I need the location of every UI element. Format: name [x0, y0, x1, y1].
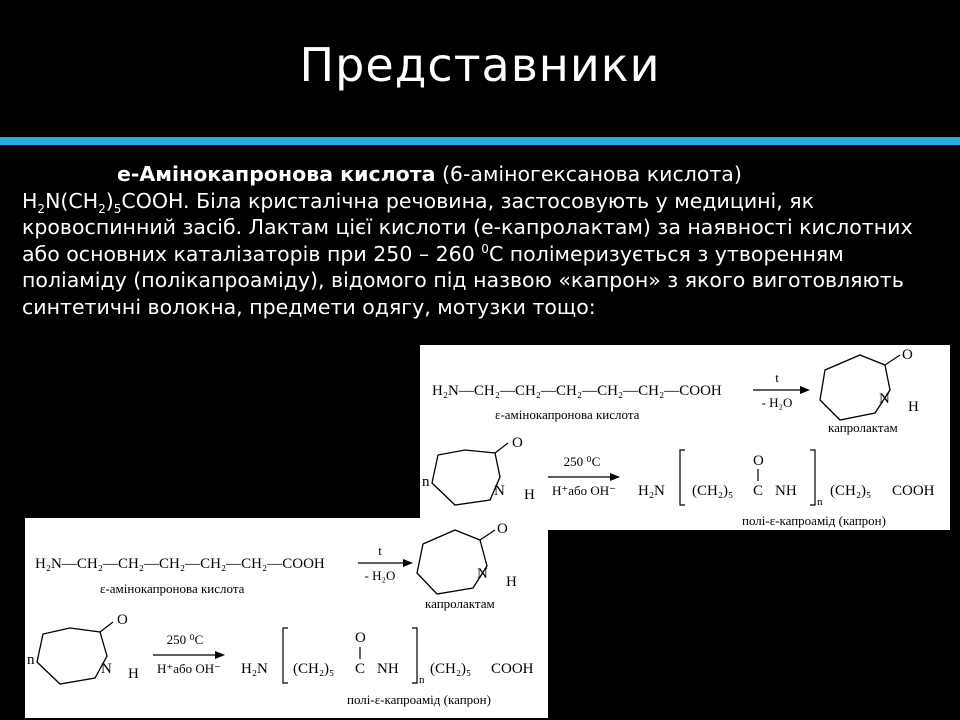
- polymer-name: полі-ε-капроамід (капрон): [347, 692, 491, 707]
- polymer-h2n: H₂N: [241, 661, 268, 677]
- polymer-carbon: C: [355, 661, 366, 677]
- arrow2-condition-top: 250 ⁰C: [166, 632, 204, 647]
- lactam-hydrogen: H: [908, 399, 919, 415]
- reaction-scheme-image-1: [420, 345, 950, 530]
- lactam-hydrogen-2: H: [128, 666, 139, 682]
- polymer-oxygen: O: [753, 453, 764, 469]
- arrow2-condition-top: 250 ⁰C: [563, 454, 601, 469]
- compound-name: е-Амінокапронова кислота: [117, 162, 436, 186]
- degree-superscript: 0: [481, 241, 489, 256]
- polymer-name: полі-ε-капроамід (капрон): [742, 513, 886, 528]
- left-bracket: [680, 450, 685, 505]
- polymer-nh: NH: [775, 483, 797, 499]
- lactam-name: капролактам: [828, 420, 898, 435]
- slide-title: Представники: [299, 38, 661, 92]
- lactam-ring-2: [432, 450, 500, 505]
- arrow-condition-top: t: [378, 543, 382, 558]
- lactam-nitrogen: N: [477, 566, 488, 582]
- reaction-scheme-image-2: [25, 518, 548, 718]
- arrow-head: [403, 559, 413, 567]
- carbonyl-bond-2: [495, 443, 508, 453]
- polymer-cooh: COOH: [892, 483, 935, 499]
- lactam-ring: [417, 530, 487, 594]
- right-bracket: [412, 628, 417, 683]
- polymer-tail-ch2: (CH₂)₅: [830, 483, 872, 499]
- lactam-oxygen-2: O: [117, 612, 128, 628]
- right-bracket: [810, 450, 815, 505]
- description-paragraph: [22, 161, 942, 320]
- polymer-carbon: C: [753, 483, 764, 499]
- lactam-ring: [820, 355, 890, 420]
- formula: [22, 188, 190, 216]
- reaction-scheme-svg: [420, 345, 950, 530]
- lactam-hydrogen-2: H: [524, 487, 535, 503]
- left-bracket: [283, 628, 288, 683]
- monomer-count: n: [422, 474, 430, 490]
- arrow-condition-bottom: - H₂O: [364, 568, 396, 583]
- lactam-oxygen: O: [497, 521, 508, 537]
- arrow-condition-top: t: [775, 370, 779, 385]
- acid-name: ε-амінокапронова кислота: [100, 581, 245, 596]
- formula-part: H: [22, 188, 38, 213]
- description-text: Біла кристалічна речовина, застосовують у медицині, як кровоспинний засіб. Лактам цієї кислоти (е-капролактам) за наявності кислотних або основних каталізаторів при 250 – 260: [22, 188, 913, 266]
- lactam-oxygen: O: [902, 347, 913, 363]
- lactam-name: капролактам: [425, 596, 495, 611]
- formula-part: N(CH: [45, 188, 99, 213]
- arrow-condition-bottom: - H₂O: [761, 395, 793, 410]
- lactam-nitrogen-2: N: [101, 661, 112, 677]
- polymer-n: n: [817, 496, 823, 508]
- polymer-h2n: H₂N: [638, 483, 665, 499]
- polymer-oxygen: O: [355, 630, 366, 646]
- arrow-head-2: [610, 473, 620, 481]
- formula-part: COOH.: [121, 188, 190, 213]
- description-text-end: С полімеризується з утворенням поліаміду (полікапроаміду), відомого під назвою «капрон» з якого виготовляють синтетичні волокна, предмети одягу, мотузки тощо:: [22, 241, 904, 319]
- formula-subscript: 2: [37, 201, 46, 216]
- formula-part: ): [105, 188, 114, 213]
- title-divider: [0, 137, 960, 145]
- polymer-tail-ch2: (CH₂)₅: [430, 661, 472, 677]
- lactam-oxygen-2: O: [512, 435, 523, 451]
- lactam-hydrogen: H: [506, 574, 517, 590]
- lactam-nitrogen: N: [879, 391, 890, 407]
- arrow2-condition-bottom: H⁺або OH⁻: [156, 661, 222, 676]
- polymer-unit-ch2: (CH₂)₅: [293, 661, 335, 677]
- arrow-head-2: [215, 651, 225, 659]
- carbonyl-bond: [885, 355, 900, 365]
- reaction-scheme-svg-2: [25, 518, 548, 718]
- formula-subscript: 2: [98, 201, 106, 216]
- arrow2-condition-bottom: H⁺або OH⁻: [551, 483, 617, 498]
- polymer-n: n: [419, 674, 425, 686]
- lactam-nitrogen-2: N: [494, 483, 505, 499]
- acid-name: ε-амінокапронова кислота: [495, 407, 640, 422]
- polymer-nh: NH: [377, 661, 399, 677]
- arrow-head: [800, 386, 810, 394]
- carbonyl-bond: [480, 530, 495, 540]
- polymer-cooh: COOH: [491, 661, 534, 677]
- lactam-ring-2: [37, 628, 107, 684]
- acid-formula: H₂N—CH₂—CH₂—CH₂—CH₂—CH₂—COOH: [35, 556, 325, 572]
- polymer-unit-ch2: (CH₂)₅: [692, 483, 734, 499]
- monomer-count: n: [27, 652, 35, 668]
- acid-formula: H₂N—CH₂—CH₂—CH₂—CH₂—CH₂—COOH: [432, 383, 722, 399]
- formula-subscript: 5: [113, 201, 122, 216]
- compound-alt-name: (6-аміногексанова кислота): [435, 162, 742, 186]
- carbonyl-bond-2: [100, 622, 113, 632]
